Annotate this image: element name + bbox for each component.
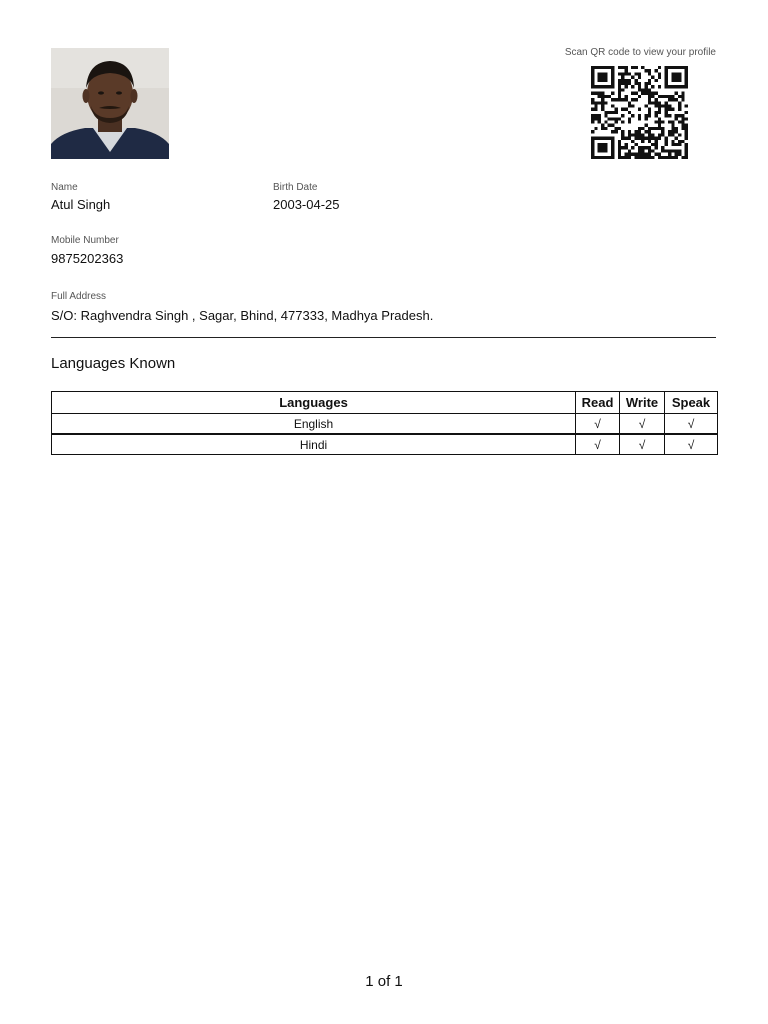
person-photo-image: [51, 48, 169, 159]
speak-check: √: [665, 434, 718, 455]
write-check: √: [620, 414, 665, 435]
qr-code-icon: [591, 66, 688, 159]
read-check: √: [576, 434, 620, 455]
table-row: [52, 434, 718, 455]
name-label: Name: [51, 182, 78, 193]
language-cell: Hindi: [52, 434, 576, 455]
languages-table-header-row: [52, 392, 718, 414]
languages-known-title: Languages Known: [51, 355, 176, 372]
languages-table: [51, 391, 718, 455]
header-speak: Speak: [665, 392, 718, 414]
mobile-number-value: 9875202363: [51, 251, 124, 266]
birth-date-label: Birth Date: [273, 182, 318, 193]
qr-caption: Scan QR code to view your profile: [564, 47, 716, 58]
name-value: Atul Singh: [51, 197, 111, 212]
table-row: [52, 414, 718, 435]
read-check: √: [576, 414, 620, 435]
page-indicator: 1 of 1: [365, 973, 403, 990]
language-cell: English: [52, 414, 576, 435]
header-read: Read: [576, 392, 620, 414]
write-check: √: [620, 434, 665, 455]
header-languages: Languages: [52, 392, 576, 414]
birth-date-value: 2003-04-25: [273, 197, 340, 212]
profile-photo: [51, 48, 169, 159]
full-address-value: S/O: Raghvendra Singh , Sagar, Bhind, 477333, Madhya Pradesh.: [51, 308, 434, 323]
speak-check: √: [665, 414, 718, 435]
header-write: Write: [620, 392, 665, 414]
full-address-label: Full Address: [51, 291, 107, 302]
section-divider: [51, 337, 716, 338]
mobile-number-label: Mobile Number: [51, 235, 119, 246]
